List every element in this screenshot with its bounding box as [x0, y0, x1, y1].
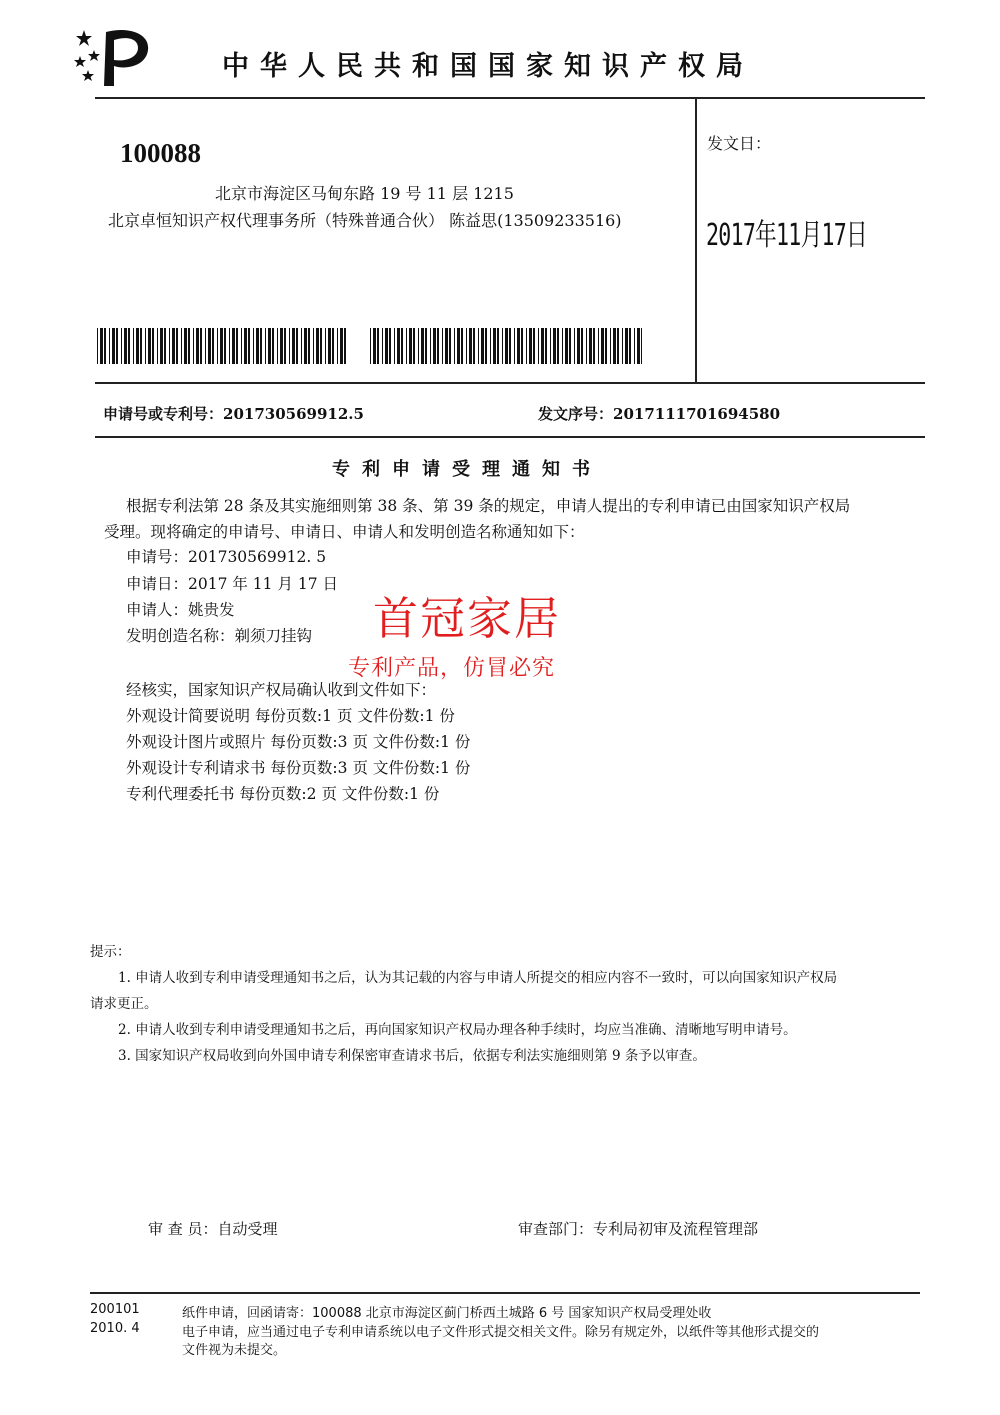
barcode-bar [304, 328, 307, 364]
barcode-bar [373, 328, 376, 364]
barcode-bar [641, 328, 642, 364]
barcode-bar [176, 328, 178, 364]
barcode-bar [394, 328, 395, 364]
barcode-bar [280, 328, 283, 364]
barcode-bar [193, 328, 194, 364]
barcode-bar [100, 328, 103, 364]
document-item: 外观设计图片或照片 每份页数:3 页 文件份数:1 份 [126, 733, 471, 751]
barcode-bar [200, 328, 202, 364]
barcode-bar [601, 328, 604, 364]
barcode-bar [589, 328, 592, 364]
barcode-bar [502, 328, 503, 364]
barcode-bar [152, 328, 154, 364]
barcode-bar [253, 328, 254, 364]
barcode-bar [196, 328, 199, 364]
department-line: 审查部门：专利局初审及流程管理部 [518, 1220, 759, 1238]
intro-paragraph-line-2: 受理。现将确定的申请号、申请日、申请人和发明创造名称通知如下： [104, 523, 585, 541]
barcode-bar [545, 328, 547, 364]
barcode-bar [437, 328, 439, 364]
barcode-bar [208, 328, 211, 364]
barcode-bar [565, 328, 568, 364]
application-number: 201730569912.5 [223, 405, 364, 423]
barcode-bar [457, 328, 460, 364]
barcode-bar [316, 328, 319, 364]
dispatch-sequence-row [538, 403, 780, 424]
footer-divider [90, 1292, 920, 1294]
barcode-bar [344, 328, 346, 364]
examiner-line: 审 查 员：自动受理 [148, 1220, 278, 1238]
barcode-bar [418, 328, 419, 364]
barcode-bar [445, 328, 448, 364]
barcode-bar [586, 328, 587, 364]
barcode-bar [454, 328, 455, 364]
recipient-agent: 北京卓恒知识产权代理事务所（特殊普通合伙） 陈益思(13509233516) [108, 211, 622, 230]
document-item: 专利代理委托书 每份页数:2 页 文件份数:1 份 [126, 785, 440, 803]
barcode-bar [610, 328, 611, 364]
barcode-bar [377, 328, 379, 364]
barcode-bar [553, 328, 556, 364]
watermark-slogan: 专利产品，仿冒必究 [348, 656, 556, 681]
barcode-bar [140, 328, 142, 364]
form-code: 200101 [90, 1302, 140, 1317]
form-version: 2010. 4 [90, 1321, 140, 1336]
tip-1-line-1: 1. 申请人收到专利申请受理通知书之后，认为其记载的内容与申请人所提交的相应内容不一致时，可以向国家知识产权局 [118, 970, 838, 986]
barcode-bar [277, 328, 278, 364]
barcode-bar [184, 328, 187, 364]
barcode-bar [172, 328, 175, 364]
address-date-divider [695, 98, 697, 383]
barcode-bar [529, 328, 532, 364]
barcode-bar [241, 328, 242, 364]
barcode-bar [469, 328, 472, 364]
intro-paragraph-line-1: 根据专利法第 28 条及其实施细则第 38 条、第 39 条的规定，申请人提出的专利申请已由国家知识产权局 [126, 497, 851, 515]
barcode-bar [401, 328, 403, 364]
field-application-number: 申请号：201730569912. 5 [126, 548, 327, 566]
barcode-bar [505, 328, 508, 364]
barcode-bar [389, 328, 391, 364]
barcode-bar [260, 328, 262, 364]
barcode-bar [325, 328, 326, 364]
barcode-bar [493, 328, 496, 364]
barcode-bar [116, 328, 118, 364]
barcode-bar [541, 328, 544, 364]
barcode-bar [490, 328, 491, 364]
barcode-bar [625, 328, 628, 364]
barcode-bar [514, 328, 515, 364]
tips-label: 提示： [90, 944, 131, 960]
barcode-bar [97, 328, 98, 364]
barcode-bar [562, 328, 563, 364]
barcode-bar [212, 328, 214, 364]
barcode-bar [301, 328, 302, 364]
barcode-bar [605, 328, 607, 364]
cnipa-logo-icon [72, 20, 152, 90]
barcode-bar [205, 328, 206, 364]
barcode-bar [308, 328, 310, 364]
recipient-address: 北京市海淀区马甸东路 19 号 11 层 1215 [215, 184, 514, 203]
barcode-bar [433, 328, 436, 364]
barcode-bar [248, 328, 250, 364]
barcode-bar [292, 328, 295, 364]
barcode-bar [169, 328, 170, 364]
dispatch-sequence-number: 2017111701694580 [613, 405, 781, 423]
barcode-bar [478, 328, 479, 364]
postal-code: 100088 [120, 138, 201, 168]
barcode-bar [284, 328, 286, 364]
agency-name: 中华人民共和国国家知识产权局 [222, 51, 754, 82]
barcode-bar [188, 328, 190, 364]
barcode-bar [442, 328, 443, 364]
barcode-bar [557, 328, 559, 364]
barcode-bar [136, 328, 139, 364]
field-applicant: 申请人：姚贵发 [126, 601, 235, 619]
barcode-bar [232, 328, 235, 364]
barcode-bar [268, 328, 271, 364]
document-item: 外观设计简要说明 每份页数:1 页 文件份数:1 份 [126, 707, 455, 725]
barcode-bar [313, 328, 314, 364]
barcode-bar [332, 328, 334, 364]
footer-line-3: 文件视为未提交。 [182, 1343, 287, 1358]
barcode-bar [133, 328, 134, 364]
barcode-bar [409, 328, 412, 364]
document-item: 外观设计专利请求书 每份页数:3 页 文件份数:1 份 [126, 759, 471, 777]
barcode-bar [181, 328, 182, 364]
barcode-bar [224, 328, 226, 364]
barcode-bar [337, 328, 338, 364]
tip-1-line-2: 请求更正。 [90, 996, 158, 1012]
barcode-bar [593, 328, 595, 364]
barcode-bar [124, 328, 127, 364]
barcode-bar [328, 328, 331, 364]
barcode-bar [497, 328, 499, 364]
barcode-bar [509, 328, 511, 364]
barcode-bar [157, 328, 158, 364]
issue-date: 2017年11月17日 [706, 218, 867, 253]
barcode-bar [485, 328, 487, 364]
barcode-bar [481, 328, 484, 364]
confirm-line: 经核实，国家知识产权局确认收到文件如下： [126, 681, 437, 699]
barcode-bar [370, 328, 371, 364]
tip-2: 2. 申请人收到专利申请受理通知书之后，再向国家知识产权局办理各种手续时，均应当准确、清晰地写明申请号。 [118, 1022, 797, 1038]
barcode-bar [256, 328, 259, 364]
application-number-label: 申请号或专利号： [103, 405, 224, 423]
barcode-bar [385, 328, 388, 364]
barcode-bar [397, 328, 400, 364]
barcode-bar [406, 328, 407, 364]
dispatch-sequence-label: 发文序号： [538, 405, 614, 423]
barcode-bar [629, 328, 631, 364]
barcode-bar [613, 328, 616, 364]
barcode-right [370, 328, 642, 364]
barcode-bar [473, 328, 475, 364]
barcode-bar [617, 328, 619, 364]
field-application-date: 申请日：2017 年 11 月 17 日 [126, 575, 339, 593]
barcode-bar [461, 328, 463, 364]
barcode-left [97, 328, 349, 364]
barcode-bar [104, 328, 106, 364]
barcode-bar [538, 328, 539, 364]
barcode-bar [517, 328, 520, 364]
barcode-bar [413, 328, 415, 364]
tip-3: 3. 国家知识产权局收到向外国申请专利保密审查请求书后，依据专利法实施细则第 9 条予以审查。 [118, 1048, 706, 1064]
barcode-bar [217, 328, 218, 364]
barcode-bar [244, 328, 247, 364]
footer-line-1: 纸件申请，回函请寄：100088 北京市海淀区蓟门桥西土城路 6 号 国家知识产权局受理处收 [182, 1306, 712, 1321]
field-invention-title: 发明创造名称：剃须刀挂钩 [126, 627, 313, 645]
barcode-bar [382, 328, 383, 364]
address-bottom-divider [95, 382, 925, 384]
footer-line-2: 电子申请，应当通过电子专利申请系统以电子文件形式提交相关文件。除另有规定外，以纸件等其他形式提交的 [182, 1325, 820, 1340]
barcode-bar [289, 328, 290, 364]
barcode-bar [574, 328, 575, 364]
barcode-bar [637, 328, 640, 364]
barcode-bar [521, 328, 523, 364]
barcode-bar [121, 328, 122, 364]
barcode-bar [581, 328, 583, 364]
notice-title: 专利申请受理通知书 [332, 459, 602, 480]
barcode-bar [272, 328, 274, 364]
header-divider [95, 97, 925, 99]
barcode-bar [296, 328, 298, 364]
barcode-bar [220, 328, 223, 364]
barcode-bar [265, 328, 266, 364]
barcode-bar [569, 328, 571, 364]
barcode-bar [577, 328, 580, 364]
barcode-bar [634, 328, 635, 364]
barcode-bar [430, 328, 431, 364]
barcode-bar [236, 328, 238, 364]
application-number-row [103, 403, 364, 424]
barcode-bar [320, 328, 322, 364]
barcode-bar [550, 328, 551, 364]
barcode-bar [526, 328, 527, 364]
barcode-bar [598, 328, 599, 364]
barcode-bar [145, 328, 146, 364]
barcode-bar [229, 328, 230, 364]
barcode-bar [128, 328, 130, 364]
barcode-bar [421, 328, 424, 364]
barcode-bar [160, 328, 163, 364]
barcode-bar [425, 328, 427, 364]
watermark-brand: 首冠家居 [373, 592, 562, 645]
barcode-bar [109, 328, 110, 364]
barcode-bar [340, 328, 343, 364]
issue-date-label: 发文日： [707, 134, 772, 153]
barcode-bar [466, 328, 467, 364]
reference-divider [95, 436, 925, 438]
barcode-bar [533, 328, 535, 364]
barcode-bar [622, 328, 623, 364]
barcode-bar [148, 328, 151, 364]
barcode-bar [449, 328, 451, 364]
barcode-bar [164, 328, 166, 364]
barcode-bar [112, 328, 115, 364]
